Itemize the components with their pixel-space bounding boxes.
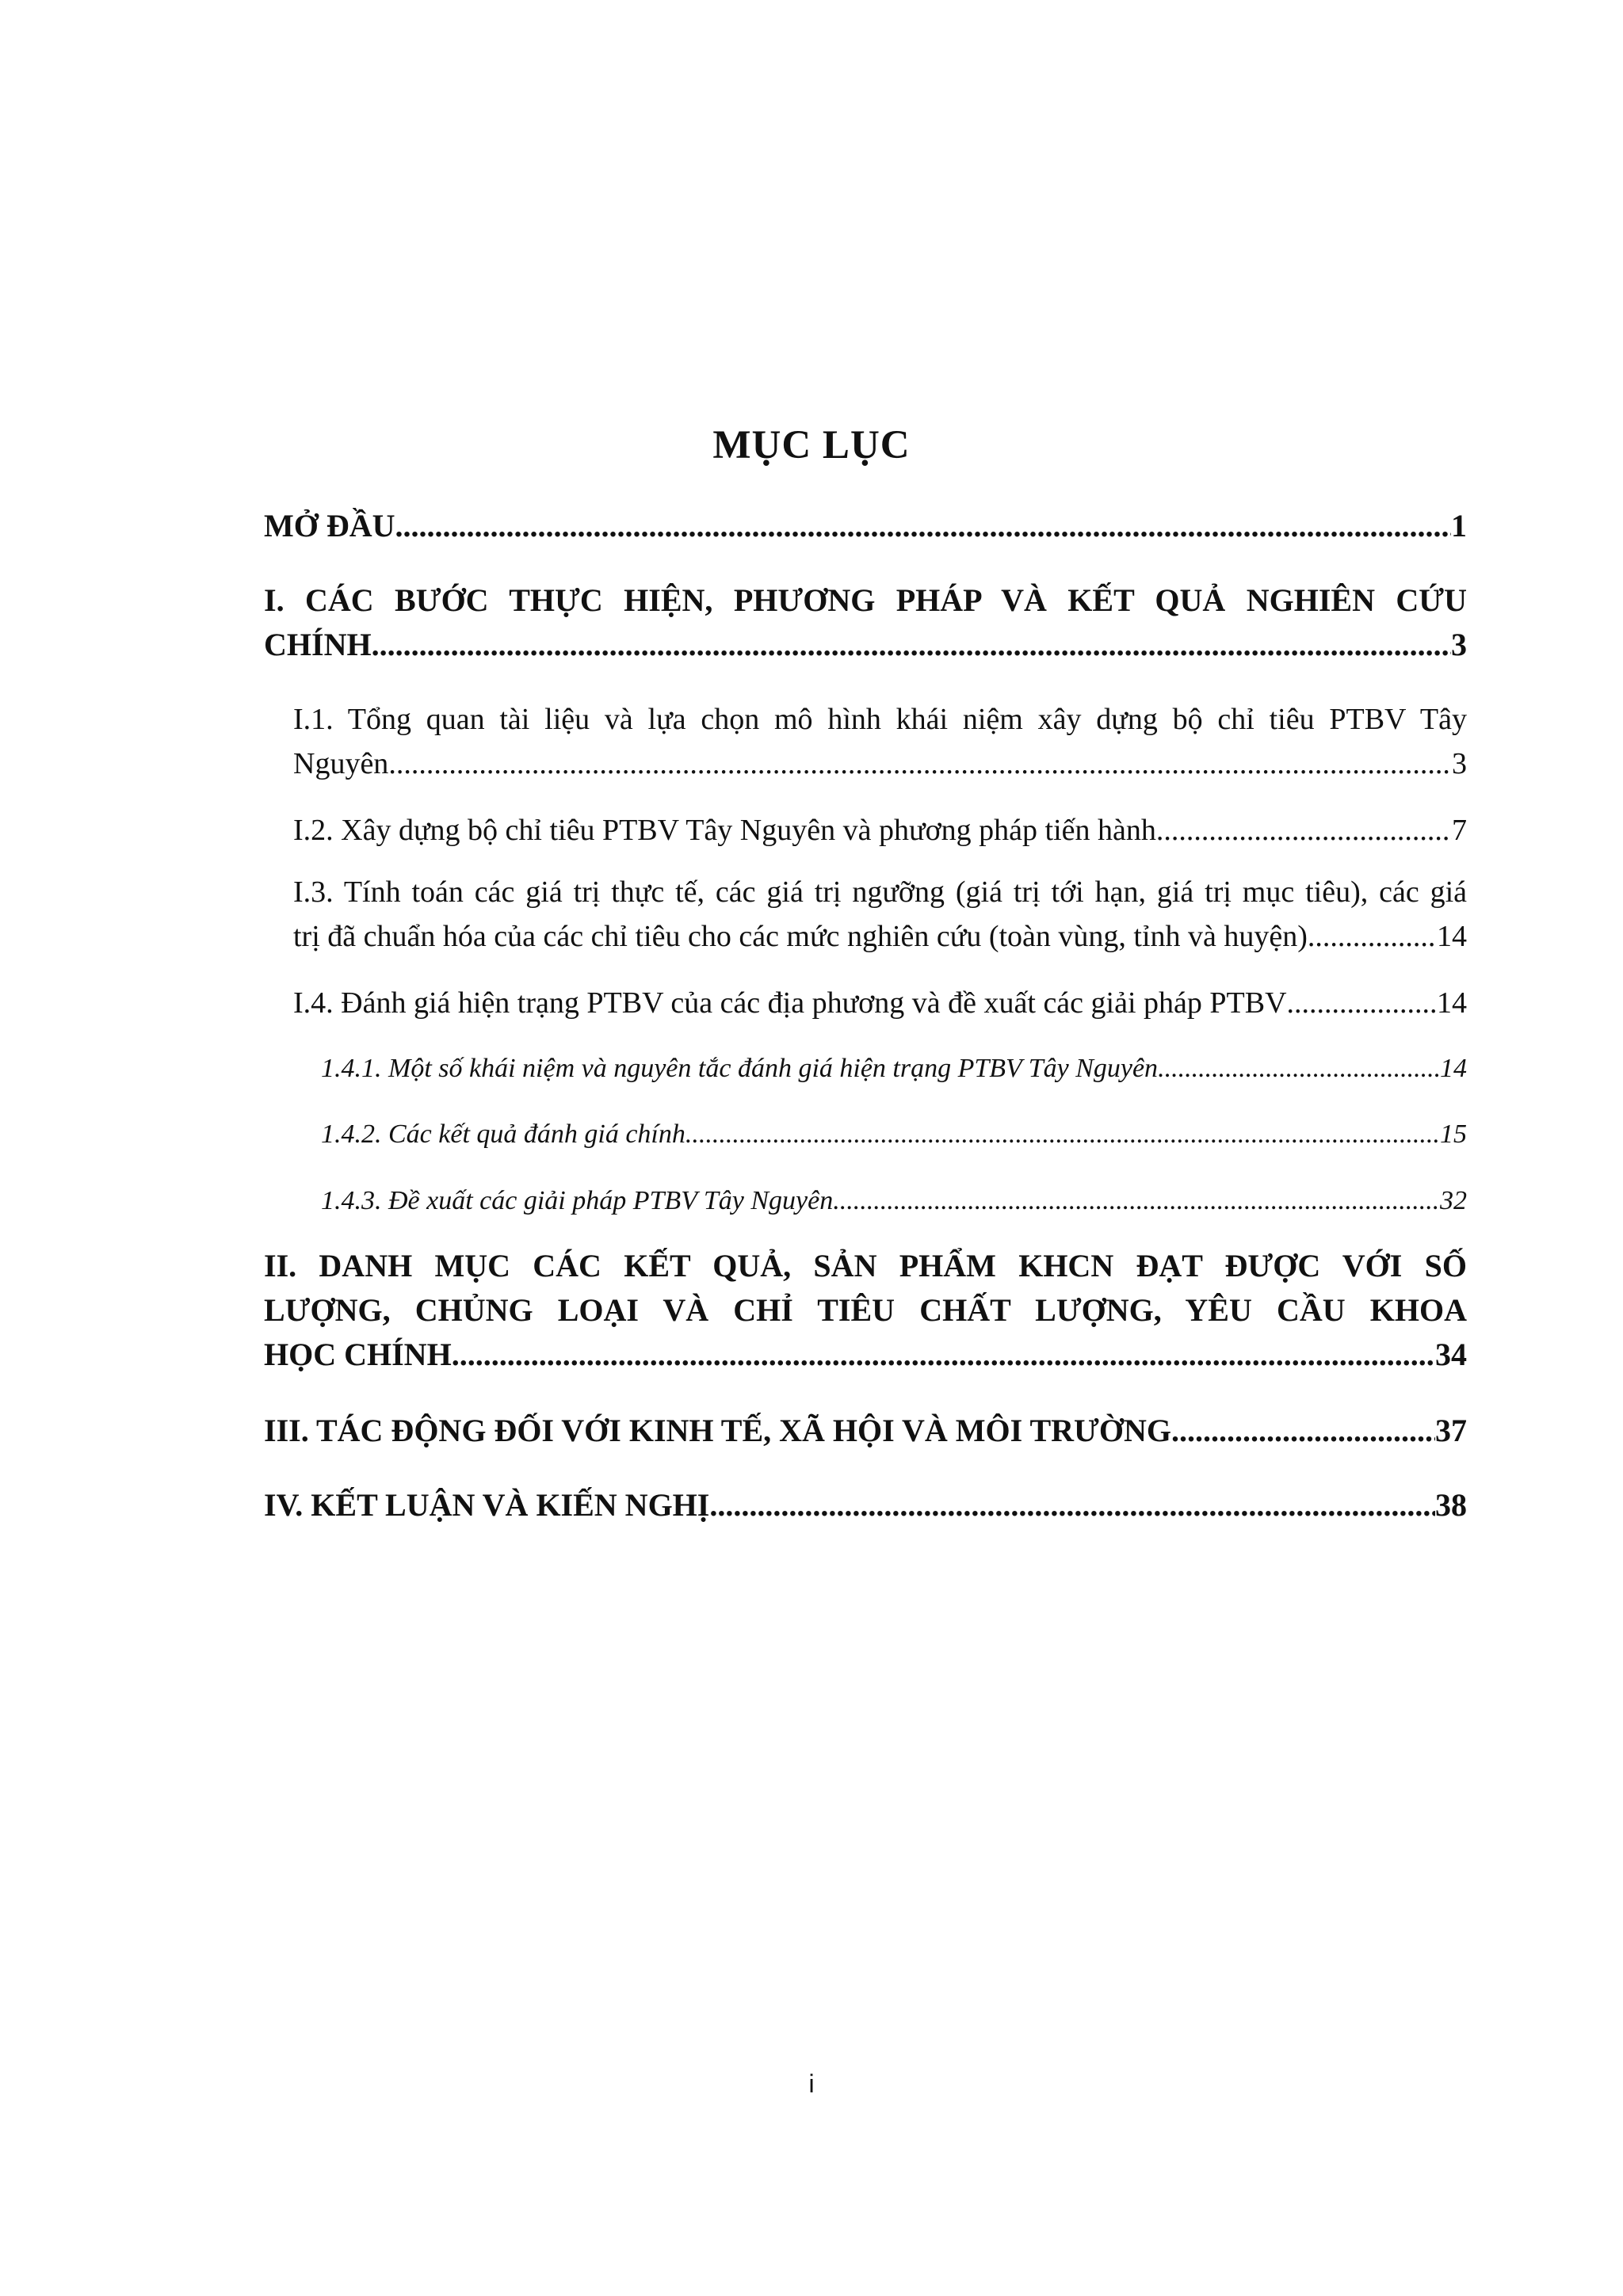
dot-leader: [388, 742, 1452, 786]
toc-entry-label: I.2. Xây dựng bộ chỉ tiêu PTBV Tây Nguyên và phương pháp tiến hành: [293, 814, 1156, 847]
dot-leader: [1156, 808, 1452, 852]
toc-page-number: 34: [1435, 1337, 1467, 1372]
toc-page-number: 37: [1435, 1413, 1467, 1448]
toc-entry-label-line-1: I.3. Tính toán các giá trị thực tế, các giá trị ngưỡng (giá trị tới hạn, giá trị mục tiêu), các giá: [293, 875, 1467, 909]
toc-entry-mo-dau[interactable]: [264, 504, 1467, 548]
toc-page-number: 32: [1440, 1186, 1467, 1215]
footer-page-number: i: [808, 2069, 815, 2098]
toc-entry-i-2[interactable]: [293, 808, 1467, 852]
toc-entry-label: 1.4.2. Các kết quả đánh giá chính: [321, 1119, 685, 1149]
dot-leader: [709, 1483, 1435, 1527]
toc-entry-label-line-2: trị đã chuẩn hóa của các chỉ tiêu cho các mức nghiên cứu (toàn vùng, tỉnh và huyện): [293, 920, 1308, 953]
dot-leader: [1171, 1409, 1435, 1453]
toc-page-number: 3: [1452, 747, 1467, 780]
toc-entry-section-2[interactable]: [264, 1244, 1467, 1377]
page-title: MỤC LỤC: [712, 423, 911, 467]
toc-entry-i-3[interactable]: [293, 870, 1467, 959]
toc-entry-1-4-1[interactable]: [321, 1050, 1467, 1088]
dot-leader: [1287, 981, 1437, 1025]
toc-entry-label-line-2: LƯỢNG, CHỦNG LOẠI VÀ CHỈ TIÊU CHẤT LƯỢNG, YÊU CẦU KHOA: [264, 1292, 1467, 1328]
toc-entry-label: 1.4.1. Một số khái niệm và nguyên tắc đánh giá hiện trạng PTBV Tây Nguyên: [321, 1054, 1159, 1083]
toc-page-number: 14: [1437, 920, 1467, 953]
toc-entry-section-1[interactable]: [264, 578, 1467, 667]
toc-page-number: 14: [1440, 1054, 1467, 1083]
toc-entry-section-4[interactable]: [264, 1483, 1467, 1527]
toc-entry-label-line-1: I. CÁC BƯỚC THỰC HIỆN, PHƯƠNG PHÁP VÀ KẾT QUẢ NGHIÊN CỨU: [264, 582, 1467, 618]
toc-entry-label-line-3: HỌC CHÍNH: [264, 1337, 452, 1372]
toc-page-number: 3: [1451, 627, 1467, 662]
toc-entry-label: 1.4.3. Đề xuất các giải pháp PTBV Tây Nguyên: [321, 1186, 834, 1215]
toc-entry-i-4[interactable]: [293, 981, 1467, 1025]
dot-leader: [833, 1182, 1440, 1220]
toc-entry-i-1[interactable]: [293, 697, 1467, 786]
toc-page-number: 38: [1435, 1487, 1467, 1523]
toc-entry-label: IV. KẾT LUẬN VÀ KIẾN NGHỊ: [264, 1487, 710, 1523]
dot-leader: [1308, 914, 1437, 959]
toc-page-number: 7: [1452, 814, 1467, 847]
toc-entry-label: MỞ ĐẦU: [264, 508, 395, 543]
toc-entry-1-4-2[interactable]: [321, 1116, 1467, 1154]
toc-page-number: 1: [1451, 508, 1467, 543]
toc-entry-label-line-2: Nguyên: [293, 747, 389, 780]
toc-page-number: 15: [1440, 1119, 1467, 1149]
dot-leader: [395, 504, 1451, 548]
dot-leader: [1158, 1050, 1440, 1088]
toc-entry-1-4-3[interactable]: [321, 1182, 1467, 1220]
toc-entry-label-line-2: CHÍNH: [264, 627, 372, 662]
dot-leader: [685, 1116, 1440, 1154]
toc-page-number: 14: [1437, 986, 1467, 1020]
toc-entry-label: I.4. Đánh giá hiện trạng PTBV của các địa phương và đề xuất các giải pháp PTBV: [293, 986, 1287, 1020]
toc-entry-label: III. TÁC ĐỘNG ĐỐI VỚI KINH TẾ, XÃ HỘI VÀ MÔI TRƯỜNG: [264, 1413, 1171, 1448]
toc-entry-label-line-1: II. DANH MỤC CÁC KẾT QUẢ, SẢN PHẨM KHCN ĐẠT ĐƯỢC VỚI SỐ: [264, 1248, 1467, 1283]
dot-leader: [452, 1333, 1435, 1377]
dot-leader: [372, 623, 1451, 667]
toc-entry-label-line-1: I.1. Tổng quan tài liệu và lựa chọn mô hình khái niệm xây dựng bộ chỉ tiêu PTBV Tây: [293, 703, 1467, 736]
toc-entry-section-3[interactable]: [264, 1409, 1467, 1453]
